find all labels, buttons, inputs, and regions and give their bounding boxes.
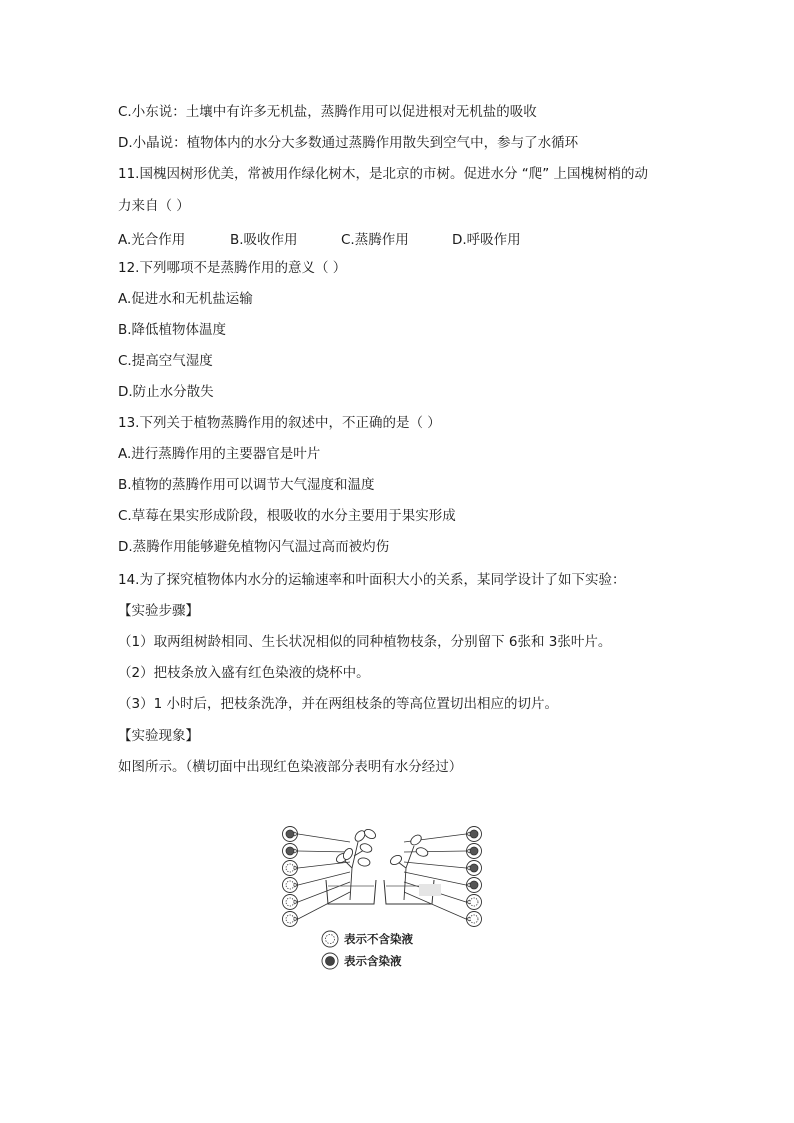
q13-option-c: C.草莓在果实形成阶段，根吸收的水分主要用于果实形成: [118, 508, 456, 524]
left-cross-section: [283, 912, 298, 927]
left-cross-section: [283, 861, 298, 876]
step-3: （3）1 小时后，把枝条洗净，并在两组枝条的等高位置切出相应的切片。: [118, 696, 558, 712]
left-pointer-line: [298, 862, 350, 868]
leaf: [363, 828, 377, 841]
q12-option-c: C.提高空气湿度: [118, 353, 213, 369]
right-cross-section-core: [470, 864, 478, 872]
leaf: [415, 846, 429, 858]
leaf: [409, 833, 423, 847]
q12-option-d: D.防止水分散失: [118, 384, 214, 400]
legend-label-dye: 表示含染液: [344, 954, 402, 968]
legend-label-no-dye: 表示不含染液: [344, 932, 413, 946]
question-13: 13.下列关于植物蒸腾作用的叙述中，不正确的是（ ）: [118, 415, 441, 431]
phenomenon-header: 【实验现象】: [118, 728, 199, 744]
legend: [322, 931, 413, 969]
q11-option-a: A.光合作用: [118, 232, 186, 248]
right-pointer-line: [404, 872, 466, 885]
right-cross-section-core: [470, 830, 478, 838]
option-c-text: C.小东说：土壤中有许多无机盐，蒸腾作用可以促进根对无机盐的吸收: [118, 104, 537, 120]
right-pointer-line: [404, 862, 466, 868]
q11-option-d: D.呼吸作用: [452, 232, 521, 248]
question-11-line2: 力来自（ ）: [118, 198, 190, 214]
phenomenon-text: 如图所示。（横切面中出现红色染液部分表明有水分经过）: [118, 759, 463, 775]
q11-option-c: C.蒸腾作用: [341, 232, 409, 248]
right-pointer-line: [404, 892, 466, 919]
left-pointer-line: [298, 882, 350, 902]
left-pointer-line: [298, 851, 350, 852]
q13-option-a: A.进行蒸腾作用的主要器官是叶片: [118, 446, 321, 462]
step-1: （1）取两组树龄相同、生长状况相似的同种植物枝条，分别留下 6张和 3张叶片。: [118, 634, 612, 650]
left-cross-section: [283, 895, 298, 910]
left-cross-section: [283, 878, 298, 893]
left-pointer-line: [298, 834, 350, 842]
legend-symbol-no-dye: [322, 931, 338, 947]
right-pointer-line: [404, 851, 466, 852]
legend-symbol-dye-inner: [326, 957, 335, 966]
left-cross-section-core: [286, 830, 294, 838]
step-2: （2）把枝条放入盛有红色染液的烧杯中。: [118, 665, 370, 681]
blurred-mark: [419, 884, 441, 896]
q13-option-d: D.蒸腾作用能够避免植物闪气温过高而被灼伤: [118, 539, 390, 555]
option-d-text: D.小晶说：植物体内的水分大多数通过蒸腾作用散失到空气中，参与了水循环: [118, 135, 579, 151]
left-pointer-line: [298, 892, 350, 919]
experiment-figure: [276, 822, 490, 974]
right-cross-section: [467, 895, 482, 910]
steps-header: 【实验步骤】: [118, 603, 199, 619]
right-cross-section-core: [470, 847, 478, 855]
question-14: 14.为了探究植物体内水分的运输速率和叶面积大小的关系，某同学设计了如下实验：: [118, 572, 626, 588]
leaf: [357, 857, 370, 867]
right-cross-section-core: [470, 881, 478, 889]
left-cross-section-core: [286, 847, 294, 855]
right-cross-section: [467, 912, 482, 927]
q12-option-b: B.降低植物体温度: [118, 322, 227, 338]
q11-option-b: B.吸收作用: [230, 232, 298, 248]
q12-option-a: A.促进水和无机盐运输: [118, 291, 253, 307]
q13-option-b: B.植物的蒸腾作用可以调节大气湿度和温度: [118, 477, 375, 493]
left-branch: [335, 828, 377, 900]
question-11-line1: 11.国槐因树形优美，常被用作绿化树木，是北京的市树。促进水分 “爬” 上国槐树梢的动: [118, 166, 649, 182]
experiment-diagram: [276, 822, 490, 974]
left-pointer-line: [298, 872, 350, 885]
question-12: 12.下列哪项不是蒸腾作用的意义（ ）: [118, 260, 347, 276]
